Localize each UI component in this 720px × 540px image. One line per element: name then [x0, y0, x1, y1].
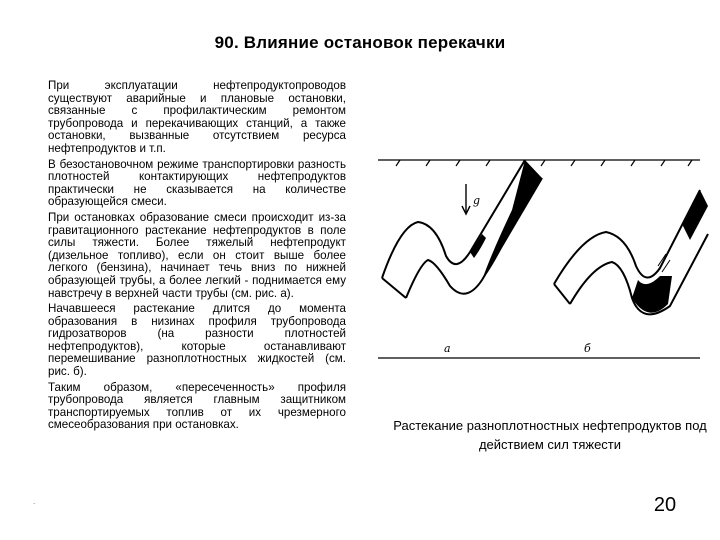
heavy-product-b-trap: [632, 276, 672, 313]
label-a: а: [444, 342, 451, 355]
pipe-a: [382, 160, 542, 298]
gravity-arrow: [462, 184, 470, 214]
heavy-product-b-top: [682, 190, 708, 240]
pipeline-diagram: [370, 148, 710, 378]
paragraph-5: Таким образом, «пересеченность» профиля трубопровода является главным защитником транспортируемых топлив от их чрезмерного смесеобразования при остановках.: [48, 380, 346, 432]
ground-surface: [378, 160, 700, 166]
page-number: 20: [653, 494, 677, 516]
heavy-product-a: [482, 160, 542, 280]
label-b: б: [584, 342, 591, 355]
figure-caption: Растекание разноплотностных нефтепродуктов под действием сил тяжести: [393, 418, 707, 452]
paragraph-2: В безостановочном режиме транспортировки разность плотностей контактирующих нефтепродуктов практически не сказывается на количестве образующейся смеси.: [48, 157, 346, 209]
gravity-label: g: [473, 194, 481, 207]
paragraph-1: При эксплуатации нефтепродуктопроводов существуют аварийные и плановые остановки, связанные с профилактическим ремонтом трубопровода и перекачивающих станций, а также остановки, вызванные отсутствием ресурса нефтепродуктов и т.п.: [48, 79, 346, 155]
stray-dot: .: [33, 497, 36, 506]
body-text: [48, 80, 346, 435]
paragraph-4: Начавшееся растекание длится до момента образования в низинах профиля трубопровода гидрозатворов (на разности плотностей нефтепродуктов), которые останавливают перемешивание разноплотностных жидкостей (см. рис. б).: [48, 302, 346, 379]
slide-title: 90. Влияние остановок перекачки: [214, 33, 506, 52]
paragraph-3: При остановках образование смеси происходит из-за гравитационного растекание нефтепродуктов в поле силы тяжести. Более тяжелый нефтепродукт (дизельное топливо), если он стоит выше более легкого (бензина), начинает течь вниз по нижней образующей трубы, а более легкий - поднимается ему навстречу в верхней части трубы (см. рис. а).: [48, 210, 346, 300]
pipeline-figure: [370, 148, 710, 378]
pipe-b: [554, 190, 708, 314]
